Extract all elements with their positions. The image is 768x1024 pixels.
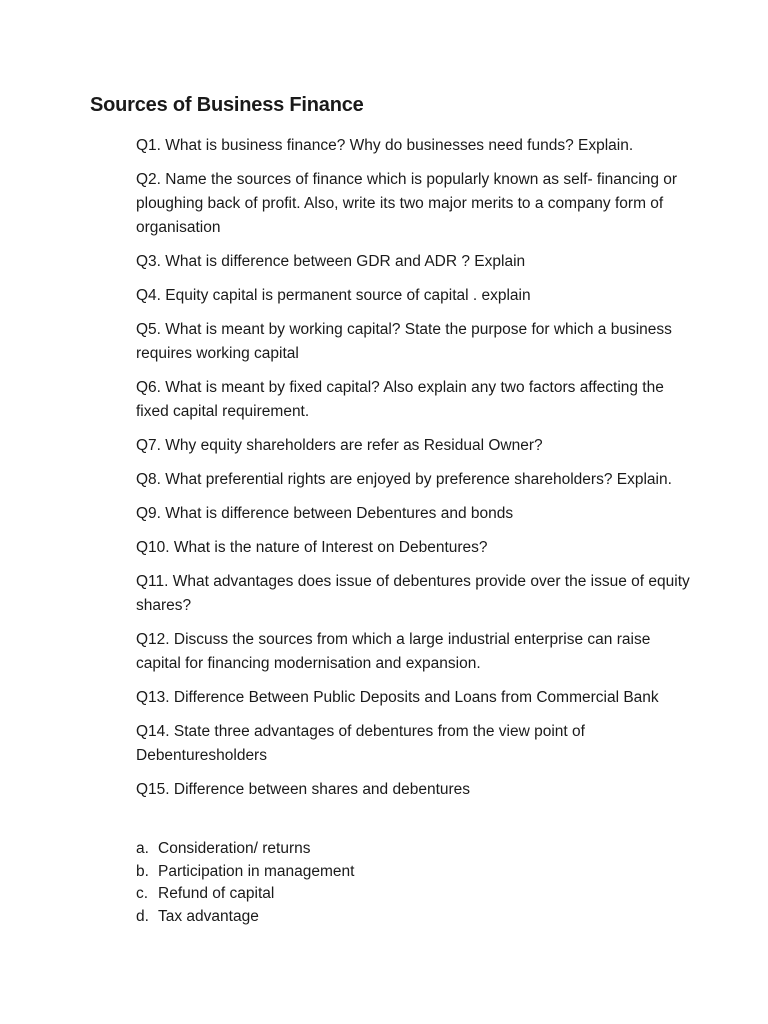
- question-list: [136, 134, 696, 812]
- question-item-10: Q10. What is the nature of Interest on Debentures?: [136, 539, 488, 556]
- question-item-9: Q9. What is difference between Debentures and bonds: [136, 505, 514, 522]
- subpoint-marker: b.: [136, 862, 149, 880]
- question-item-5: Q5. What is meant by working capital? State the purpose for which a business requires working capital: [136, 321, 672, 362]
- subpoint-list: [136, 838, 354, 928]
- subpoint-text: Tax advantage: [158, 907, 259, 925]
- question-item-1: Q1. What is business finance? Why do businesses need funds? Explain.: [136, 137, 634, 154]
- question-item-8: Q8. What preferential rights are enjoyed by preference shareholders? Explain.: [136, 471, 672, 488]
- question-item-6: Q6. What is meant by fixed capital? Also explain any two factors affecting the fixed capital requirement.: [136, 379, 664, 420]
- subpoint-text: Participation in management: [158, 862, 355, 880]
- subpoint-text: Refund of capital: [158, 885, 275, 902]
- subpoint-item-a: [136, 838, 354, 861]
- subpoint-marker: c.: [136, 885, 149, 902]
- page-title: Sources of Business Finance: [90, 94, 364, 116]
- question-item-7: Q7. Why equity shareholders are refer as Residual Owner?: [136, 437, 543, 454]
- question-item-14: Q14. State three advantages of debentures from the view point of Debenturesholders: [136, 723, 585, 764]
- question-item-4: Q4. Equity capital is permanent source of capital . explain: [136, 287, 531, 304]
- subpoint-item-b: [136, 861, 354, 884]
- subpoint-marker: a.: [136, 840, 149, 857]
- question-item-11: Q11. What advantages does issue of debentures provide over the issue of equity shares?: [136, 573, 690, 614]
- subpoint-item-c: [136, 883, 354, 906]
- question-item-3: Q3. What is difference between GDR and ADR ? Explain: [136, 253, 526, 270]
- question-item-13: Q13. Difference Between Public Deposits and Loans from Commercial Bank: [136, 689, 659, 706]
- question-item-12: Q12. Discuss the sources from which a large industrial enterprise can raise capital for financing modernisation and expansion.: [136, 631, 651, 672]
- subpoint-item-d: [136, 906, 354, 929]
- question-item-15: Q15. Difference between shares and debentures: [136, 781, 471, 798]
- subpoint-marker: d.: [136, 907, 149, 925]
- subpoint-text: Consideration/ returns: [158, 840, 311, 857]
- question-item-2: Q2. Name the sources of finance which is popularly known as self- financing or ploughing back of profit. Also, write its two major merits to a company form of organisation: [136, 171, 678, 236]
